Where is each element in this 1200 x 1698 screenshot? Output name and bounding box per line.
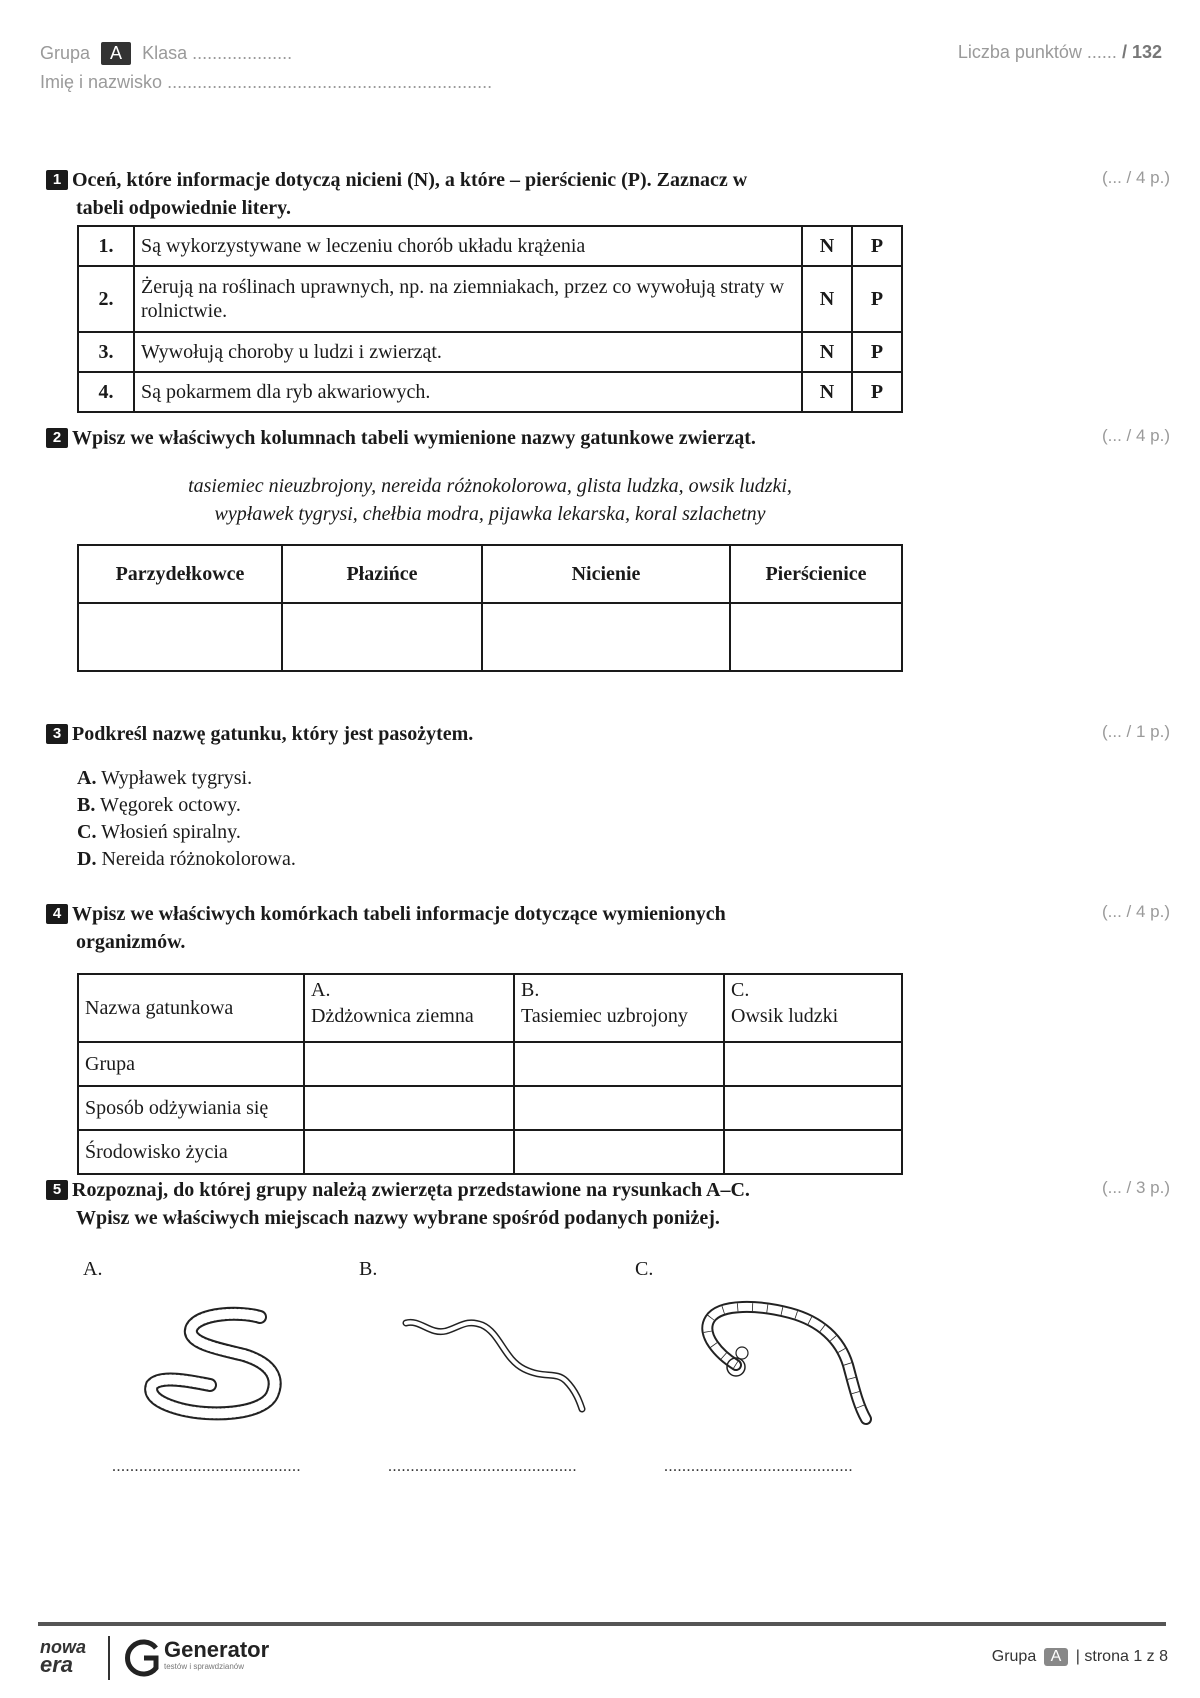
q4-answer-cell[interactable] (304, 1130, 514, 1174)
nowa-era-logo: nowa era (40, 1637, 87, 1677)
q2-species-line1: tasiemiec nieuzbrojony, nereida różnokolorowa, glista ludzka, owsik ludzki, (188, 475, 792, 497)
name-label: Imię i nazwisko (40, 72, 163, 92)
table-row (78, 1042, 902, 1086)
q4-organism-b: B. Tasiemiec uzbrojony (514, 974, 724, 1042)
q3-option-c[interactable]: C. Włosień spiralny. (77, 821, 241, 843)
q5-answer-c[interactable]: .......................................... (664, 1458, 853, 1475)
q2-col-header: Nicienie (482, 545, 730, 603)
table-row (78, 372, 902, 412)
q5-prompt (46, 1176, 906, 1232)
q1-row-text: Żerują na roślinach uprawnych, np. na ziemniakach, przez co wywołują straty w rolnictwie. (134, 266, 802, 332)
q4-row-label: Grupa (78, 1042, 304, 1086)
q1-row-num: 4. (78, 372, 134, 412)
q2-answer-cell[interactable] (78, 603, 282, 671)
q4-answer-cell[interactable] (514, 1086, 724, 1130)
q1-option-p[interactable]: P (852, 372, 902, 412)
q1-points: (... / 4 p.) (1101, 168, 1170, 187)
class-field[interactable]: .................... (192, 43, 293, 63)
q4-points: (... / 4 p.) (1101, 902, 1170, 921)
q4-answer-cell[interactable] (724, 1130, 902, 1174)
q2-col-header: Płazińce (282, 545, 482, 603)
group-label: Grupa (40, 43, 91, 63)
table-row (78, 226, 902, 266)
q5-answer-b[interactable]: .......................................... (388, 1458, 577, 1475)
q2-answer-cell[interactable] (282, 603, 482, 671)
q1-table (77, 225, 903, 413)
table-row (78, 332, 902, 372)
q1-row-num: 2. (78, 266, 134, 332)
footer-divider (38, 1622, 1166, 1626)
points-total: / 132 (1121, 42, 1162, 62)
q3-option-b[interactable]: B. Węgorek octowy. (77, 794, 241, 816)
header-points (958, 42, 1162, 63)
points-field[interactable]: ...... (1086, 42, 1117, 62)
q1-prompt (46, 166, 866, 222)
q5-label-b: B. (359, 1258, 378, 1280)
generator-logo-text: Generator testów i sprawdzianów (164, 1637, 270, 1671)
table-header-row (78, 545, 902, 603)
q3-option-a[interactable]: A. Wypławek tygrysi. (77, 767, 253, 789)
q4-row-label: Środowisko życia (78, 1130, 304, 1174)
q4-table (77, 973, 903, 1175)
name-field[interactable]: ................................................................. (167, 72, 493, 92)
q4-answer-cell[interactable] (514, 1130, 724, 1174)
q1-row-text: Są wykorzystywane w leczeniu chorób układu krążenia (134, 226, 802, 266)
group-badge: A (101, 42, 131, 65)
q1-text-line1: Oceń, które informacje dotyczą nicieni (N), a które – pierścienic (P). Zaznacz w (72, 169, 748, 191)
q2-answer-cell[interactable] (482, 603, 730, 671)
q4-answer-cell[interactable] (304, 1086, 514, 1130)
table-row (78, 266, 902, 332)
q1-row-text: Są pokarmem dla ryb akwariowych. (134, 372, 802, 412)
q1-number: 1 (46, 170, 68, 190)
q4-prompt (46, 900, 886, 956)
class-label: Klasa (142, 43, 188, 63)
q2-species-line2: wypławek tygrysi, chełbia modra, pijawka lekarska, koral szlachetny (214, 503, 766, 525)
q2-col-header: Parzydełkowce (78, 545, 282, 603)
q4-header-label: Nazwa gatunkowa (78, 974, 304, 1042)
q4-answer-cell[interactable] (724, 1042, 902, 1086)
q1-row-num: 3. (78, 332, 134, 372)
generator-logo-icon (122, 1638, 162, 1678)
roundworm-drawing (400, 1305, 590, 1415)
q5-number: 5 (46, 1180, 68, 1200)
table-row (78, 1086, 902, 1130)
q4-answer-cell[interactable] (514, 1042, 724, 1086)
q5-label-c: C. (635, 1258, 654, 1280)
footer-group-label: Grupa (991, 1648, 1037, 1665)
q1-option-n[interactable]: N (802, 332, 852, 372)
q4-answer-cell[interactable] (724, 1086, 902, 1130)
q3-option-d[interactable]: D. Nereida różnokolorowa. (77, 848, 296, 870)
tapeworm-drawing (690, 1295, 880, 1430)
q3-number: 3 (46, 724, 68, 744)
table-row (78, 1130, 902, 1174)
q4-number: 4 (46, 904, 68, 924)
q4-organism-c: C. Owsik ludzki (724, 974, 902, 1042)
q2-col-header: Pierścienice (730, 545, 902, 603)
q5-points: (... / 3 p.) (1101, 1178, 1170, 1197)
footer-page-number: | strona 1 z 8 (1075, 1648, 1168, 1665)
table-header-row (78, 974, 902, 1042)
q1-option-p[interactable]: P (852, 332, 902, 372)
q1-option-p[interactable]: P (852, 266, 902, 332)
footer-page-info (992, 1648, 1168, 1666)
q2-text: Wpisz we właściwych kolumnach tabeli wymienione nazwy gatunkowe zwierząt. (72, 427, 756, 449)
q1-text-line2: tabeli odpowiednie litery. (76, 197, 291, 219)
footer-logo-divider (108, 1636, 110, 1680)
q4-text-line2: organizmów. (76, 931, 186, 953)
points-label: Liczba punktów (957, 42, 1082, 62)
q2-species-list (77, 472, 903, 528)
q3-text: Podkreśl nazwę gatunku, który jest pasożytem. (72, 723, 474, 745)
q5-text-line2: Wpisz we właściwych miejscach nazwy wybrane spośród podanych poniżej. (76, 1207, 720, 1229)
q4-answer-cell[interactable] (304, 1042, 514, 1086)
q1-option-p[interactable]: P (852, 226, 902, 266)
q5-text-line1: Rozpoznaj, do której grupy należą zwierzęta przedstawione na rysunkach A–C. (72, 1179, 750, 1201)
q2-table (77, 544, 903, 672)
earthworm-drawing (140, 1305, 310, 1425)
q1-option-n[interactable]: N (802, 226, 852, 266)
q5-answer-a[interactable]: .......................................... (112, 1458, 301, 1475)
q2-answer-cell[interactable] (730, 603, 902, 671)
header-name-line (40, 72, 492, 93)
footer-group-badge: A (1044, 1648, 1069, 1666)
q3-prompt (46, 720, 866, 748)
q3-points: (... / 1 p.) (1101, 722, 1170, 741)
q5-label-a: A. (83, 1258, 103, 1280)
q2-prompt (46, 424, 906, 452)
q1-option-n[interactable]: N (802, 266, 852, 332)
q2-number: 2 (46, 428, 68, 448)
q1-row-num: 1. (78, 226, 134, 266)
q4-organism-a: A. Dżdżownica ziemna (304, 974, 514, 1042)
q3-options (77, 765, 296, 873)
q1-option-n[interactable]: N (802, 372, 852, 412)
q4-text-line1: Wpisz we właściwych komórkach tabeli informacje dotyczące wymienionych (72, 903, 726, 925)
q2-points: (... / 4 p.) (1101, 426, 1170, 445)
q1-row-text: Wywołują choroby u ludzi i zwierząt. (134, 332, 802, 372)
table-row (78, 603, 902, 671)
header-group-line (40, 42, 292, 65)
q4-row-label: Sposób odżywiania się (78, 1086, 304, 1130)
